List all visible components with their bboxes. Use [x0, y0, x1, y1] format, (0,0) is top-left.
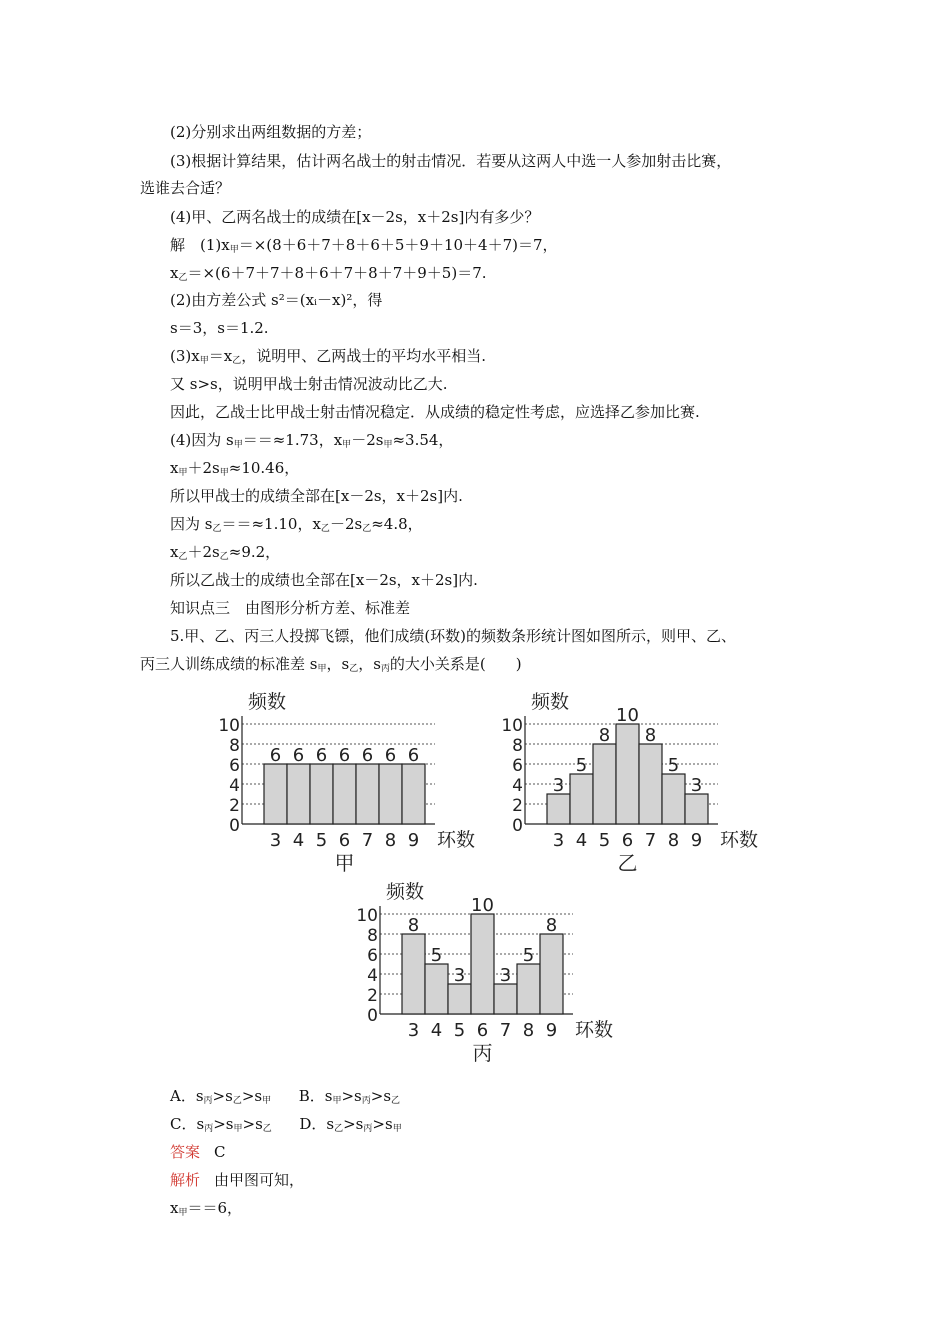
chart-bing [350, 872, 620, 1068]
y-tick-label: 10 [356, 906, 378, 926]
x-tick-label: 5 [453, 1020, 466, 1041]
y-tick-label: 0 [229, 816, 240, 836]
line-problem-5b: 丙三人训练成绩的标准差 $s_甲$，$s_乙$，$s_丙$的大小关系是( ) [140, 655, 522, 674]
option-a-b [170, 1086, 400, 1111]
y-tick-label: 8 [367, 926, 378, 946]
bar [310, 764, 333, 824]
x-tick-label: 6 [338, 830, 351, 851]
y-tick-label: 0 [512, 816, 523, 836]
line-solution-1: 解 $(1)x_甲=\times(8+6+7+8+6+5+9+10+4+7)=7$， [170, 236, 558, 255]
line-conclusion: 因此，乙战士比甲战士射击情况稳定．从成绩的稳定性考虑，应选择乙参加比赛. [170, 403, 700, 421]
x-tick-label: 6 [476, 1020, 489, 1041]
line-solution-3b: 又 s>s，说明甲战士射击情况波动比乙大. [170, 375, 448, 393]
data-label: 10 [471, 895, 494, 916]
x-tick-label: 9 [690, 830, 703, 851]
x-tick-label: 3 [407, 1020, 420, 1041]
bar [540, 934, 563, 1014]
y-tick-label: 8 [229, 736, 240, 756]
x-tick-label: 9 [545, 1020, 558, 1041]
bar [593, 744, 616, 824]
x-tick-label: 4 [575, 830, 588, 851]
answer-value: C [214, 1143, 226, 1161]
option-a[interactable]: A．$s_丙>s_乙>s_甲$ [170, 1087, 272, 1106]
bar [639, 744, 662, 824]
line-solution-4f: 所以乙战士的成绩也全部在[x－2s，x＋2s]内. [170, 571, 478, 589]
chart-title: 甲 [334, 851, 355, 875]
analysis-label: 解析 [170, 1171, 201, 1189]
data-label: 6 [338, 745, 351, 766]
chart-title: 乙 [617, 851, 638, 875]
option-c-d [170, 1114, 402, 1139]
x-tick-label: 8 [667, 830, 680, 851]
y-tick-label: 2 [229, 796, 240, 816]
data-label: 5 [667, 755, 680, 776]
data-label: 5 [522, 945, 535, 966]
y-tick-label: 2 [512, 796, 523, 816]
bar [471, 914, 494, 1014]
line-solution-4c: 所以甲战士的成绩全部在[x－2s，x＋2s]内. [170, 487, 463, 505]
x-tick-label: 7 [499, 1020, 512, 1041]
x-tick-label: 9 [407, 830, 420, 851]
y-tick-label: 4 [367, 966, 378, 986]
data-label: 3 [453, 965, 466, 986]
line-solution-4: (4)因为 $s_甲==\approx 1.73$，$x_甲-2s_甲\approx 3.54$， [170, 431, 454, 450]
bar [333, 764, 356, 824]
data-label: 6 [384, 745, 397, 766]
analysis-text: 由甲图可知， [214, 1171, 305, 1189]
line-solution-1b: $x_乙=\times(6+7+7+8+6+7+8+7+9+5)=7$. [170, 264, 487, 283]
data-label: 8 [545, 915, 558, 936]
y-tick-label: 6 [512, 756, 523, 776]
bar [264, 764, 287, 824]
bar [517, 964, 540, 1014]
x-tick-label: 4 [292, 830, 305, 851]
bar [616, 724, 639, 824]
y-tick-label: 0 [367, 1006, 378, 1026]
data-label: 5 [430, 945, 443, 966]
y-tick-label: 4 [512, 776, 523, 796]
line-variance-values: s＝3，s＝1.2. [170, 319, 269, 337]
data-label: 6 [292, 745, 305, 766]
option-c[interactable]: C．$s_丙>s_甲>s_乙$ [170, 1115, 272, 1134]
data-label: 5 [575, 755, 588, 776]
y-tick-label: 6 [367, 946, 378, 966]
y-tick-label: 6 [229, 756, 240, 776]
bar [570, 774, 593, 824]
option-b[interactable]: B．$s_甲>s_丙>s_乙$ [298, 1087, 401, 1106]
bar [402, 764, 425, 824]
x-tick-label: 3 [269, 830, 282, 851]
y-tick-label: 4 [229, 776, 240, 796]
bar [448, 984, 471, 1014]
bar [287, 764, 310, 824]
data-label: 6 [407, 745, 420, 766]
line-question-3-cont: 选谁去合适？ [140, 179, 231, 197]
chart-yi [495, 682, 765, 878]
line-solution-4b: $x_甲+2s_甲\approx 10.46$， [170, 459, 300, 478]
y-tick-label: 2 [367, 986, 378, 1006]
data-label: 8 [407, 915, 420, 936]
line-question-3: (3)根据计算结果，估计两名战士的射击情况．若要从这两人中选一人参加射击比赛， [170, 152, 732, 170]
line-question-4: (4)甲、乙两名战士的成绩在[x－2s，x＋2s]内有多少？ [170, 208, 540, 226]
x-axis-label: 环数 [575, 1019, 614, 1041]
bar [662, 774, 685, 824]
bar [356, 764, 379, 824]
answer-line [170, 1142, 226, 1162]
bar [402, 934, 425, 1014]
chart-title: 丙 [472, 1041, 493, 1065]
x-axis-label: 环数 [720, 829, 759, 851]
x-tick-label: 3 [552, 830, 565, 851]
x-tick-label: 5 [598, 830, 611, 851]
data-label: 6 [315, 745, 328, 766]
data-label: 6 [269, 745, 282, 766]
x-tick-label: 5 [315, 830, 328, 851]
data-label: 8 [644, 725, 657, 746]
line-problem-5: 5.甲、乙、丙三人投掷飞镖，他们成绩(环数)的频数条形统计图如图所示，则甲、乙、 [170, 627, 737, 645]
section-heading: 知识点三 由图形分析方差、标准差 [170, 599, 411, 617]
mean-line: $x_甲==6$， [170, 1199, 243, 1218]
line-question-2: (2)分别求出两组数据的方差； [170, 123, 372, 141]
data-label: 6 [361, 745, 374, 766]
x-tick-label: 4 [430, 1020, 443, 1041]
x-tick-label: 8 [384, 830, 397, 851]
y-tick-label: 10 [218, 716, 240, 736]
bar [379, 764, 402, 824]
data-label: 8 [598, 725, 611, 746]
y-tick-label: 10 [501, 716, 523, 736]
x-tick-label: 6 [621, 830, 634, 851]
line-solution-3: $(3)x_甲=x_乙$，说明甲、乙两战士的平均水平相当. [170, 347, 486, 366]
answer-label: 答案 [170, 1143, 201, 1161]
bar [685, 794, 708, 824]
chart-jia [212, 682, 482, 878]
y-axis-label: 频数 [248, 691, 287, 713]
x-tick-label: 7 [644, 830, 657, 851]
option-d[interactable]: D．$s_乙>s_丙>s_甲$ [299, 1115, 402, 1134]
data-label: 3 [690, 775, 703, 796]
line-variance-formula: (2)由方差公式 s²＝(xᵢ－x)²，得 [170, 291, 383, 309]
x-tick-label: 7 [361, 830, 374, 851]
bar [547, 794, 570, 824]
bar [425, 964, 448, 1014]
y-axis-label: 频数 [386, 881, 425, 903]
y-tick-label: 8 [512, 736, 523, 756]
data-label: 3 [552, 775, 565, 796]
x-axis-label: 环数 [437, 829, 476, 851]
line-solution-4d: 因为 $s_乙==\approx 1.10$，$x_乙-2s_乙\approx 4.8$， [170, 515, 423, 534]
bar [494, 984, 517, 1014]
analysis-line [170, 1170, 304, 1190]
data-label: 3 [499, 965, 512, 986]
x-tick-label: 8 [522, 1020, 535, 1041]
y-axis-label: 频数 [531, 691, 570, 713]
line-solution-4e: $x_乙+2s_乙\approx 9.2$， [170, 543, 281, 562]
data-label: 10 [616, 705, 639, 726]
